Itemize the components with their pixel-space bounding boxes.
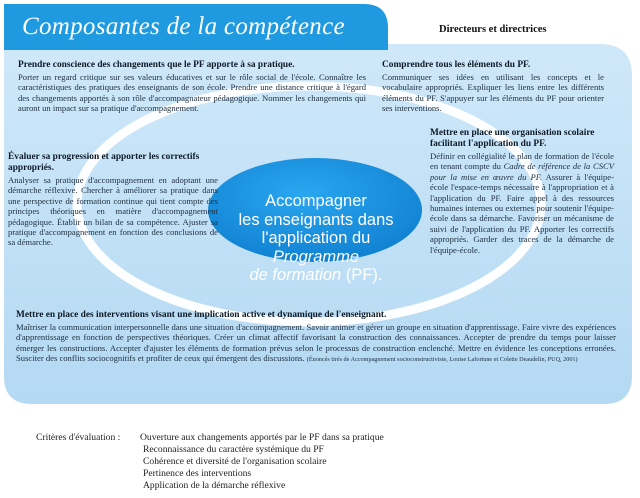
text-part: Définir en collégialité le plan de formation de l'école en tenant compte du (430, 151, 614, 172)
component-heading: Mettre en place des interventions visant une implication active et dynamique de l'enseignant. (16, 310, 387, 320)
component-text: Communiquer ses idées en utilisant les concepts et le vocabulaire appropriés. Expliquer les liens entre les différents éléments du PF. S'appuyer sur les éléments du PF pour orienter ses interventions. (382, 72, 604, 114)
criteria-item: Ouverture aux changements apportés par le PF dans sa pratique (140, 432, 384, 443)
component-mid-right (430, 128, 614, 255)
center-line: de formation (PF). (249, 266, 383, 284)
center-line: les enseignants dans (238, 210, 394, 229)
component-heading: Prendre conscience des changements que le PF apporte à sa pratique. (18, 60, 295, 70)
text-part: Assurer à l'équipe-école l'espace-temps nécessaire à l'appropriation et à l'application du PF. Faire appel à des ressources humaines internes ou externes pour soutenir l'équipe-école dans sa démarche. Favoriser un mécanisme de suivi de l'application du PF. Apporter les correctifs appropriés. Garder des traces de la démarche de l'équipe-école. (430, 171, 614, 255)
component-text: Porter un regard critique sur ses valeurs éducatives et sur le rôle social de l'école. Connaître les caractéristiques des pratiques des enseignants de son école. Prendre une distance critique à l'égard des changements apportés à son rôle d'accompagnateur pédagogique. Nommer les changements qui auront un impact sur sa pratique d'accompagnement. (18, 72, 366, 114)
competence-diagram (4, 4, 632, 404)
criteria-label: Critères d'évaluation : (36, 432, 121, 443)
component-heading: Évaluer sa progression et apporter les correctifs appropriés. (8, 152, 200, 173)
criteria-list (140, 432, 384, 492)
component-heading: Mettre en place une organisation scolaire facilitant l'application du PF. (430, 128, 595, 149)
criteria-item: Pertinence des interventions (143, 468, 252, 479)
reference-title: Cadre de référence de la CSCV pour la mise en œuvre du PF. (430, 161, 615, 182)
center-line: l'application du Programme (261, 229, 371, 266)
central-statement (222, 192, 410, 285)
citation: (Énoncés tirés de Accompagnement socioconstructiviste, Louise Lafortune et Colette Deaudelin, PUQ, 2001) (306, 356, 578, 364)
component-text (430, 151, 614, 255)
component-text: Maîtriser la communication interpersonnelle dans une situation d'accompagnement. Savoir animer et gérer un groupe en situation d'apprentissage. Faire vivre des expériences d'apprentissage en fonction de perspectives théoriques. Créer un climat affectif favorisant la construction des connaissances. Accepter de prendre du temps pour laisser émerger les constructions. Accepter d'ajuster les éléments de formation prévus selon le processus de construction enclenché. Mettre en évidence les conceptions erronées. Susciter des conflits sociocognitifs et profiter de ceux qui émergent des discussions. (Énoncés tirés de Accompagnement socioconstructiviste, Louise Lafortune et Colette Deaudelin, PUQ, 2001) (16, 322, 616, 364)
evaluation-criteria (36, 432, 384, 492)
component-heading: Comprendre tous les éléments du PF. (382, 60, 531, 70)
component-bottom (16, 310, 616, 366)
center-line: Accompagner (265, 192, 367, 210)
component-top-left (18, 60, 366, 114)
component-mid-left (8, 152, 218, 248)
page-title: Composantes de la compétence (22, 13, 345, 40)
criteria-item: Application de la démarche réflexive (143, 480, 286, 491)
criteria-item: Reconnaissance du caractère systémique du PF (143, 444, 324, 455)
criteria-item: Cohérence et diversité de l'organisation scolaire (143, 456, 327, 467)
component-top-right (382, 60, 604, 114)
component-text: Analyser sa pratique d'accompagnement en adoptant une démarche réflexive. Chercher à améliorer sa pratique dans une perspective de formation continue qui tient compte des principes théoriques en matière d'accompagnement pédagogique. Établir un bilan de sa compétence. Ajuster sa pratique d'accompagnement en fonction des conclusions de sa démarche. (8, 175, 218, 248)
role-label: Directeurs et directrices (439, 24, 547, 35)
